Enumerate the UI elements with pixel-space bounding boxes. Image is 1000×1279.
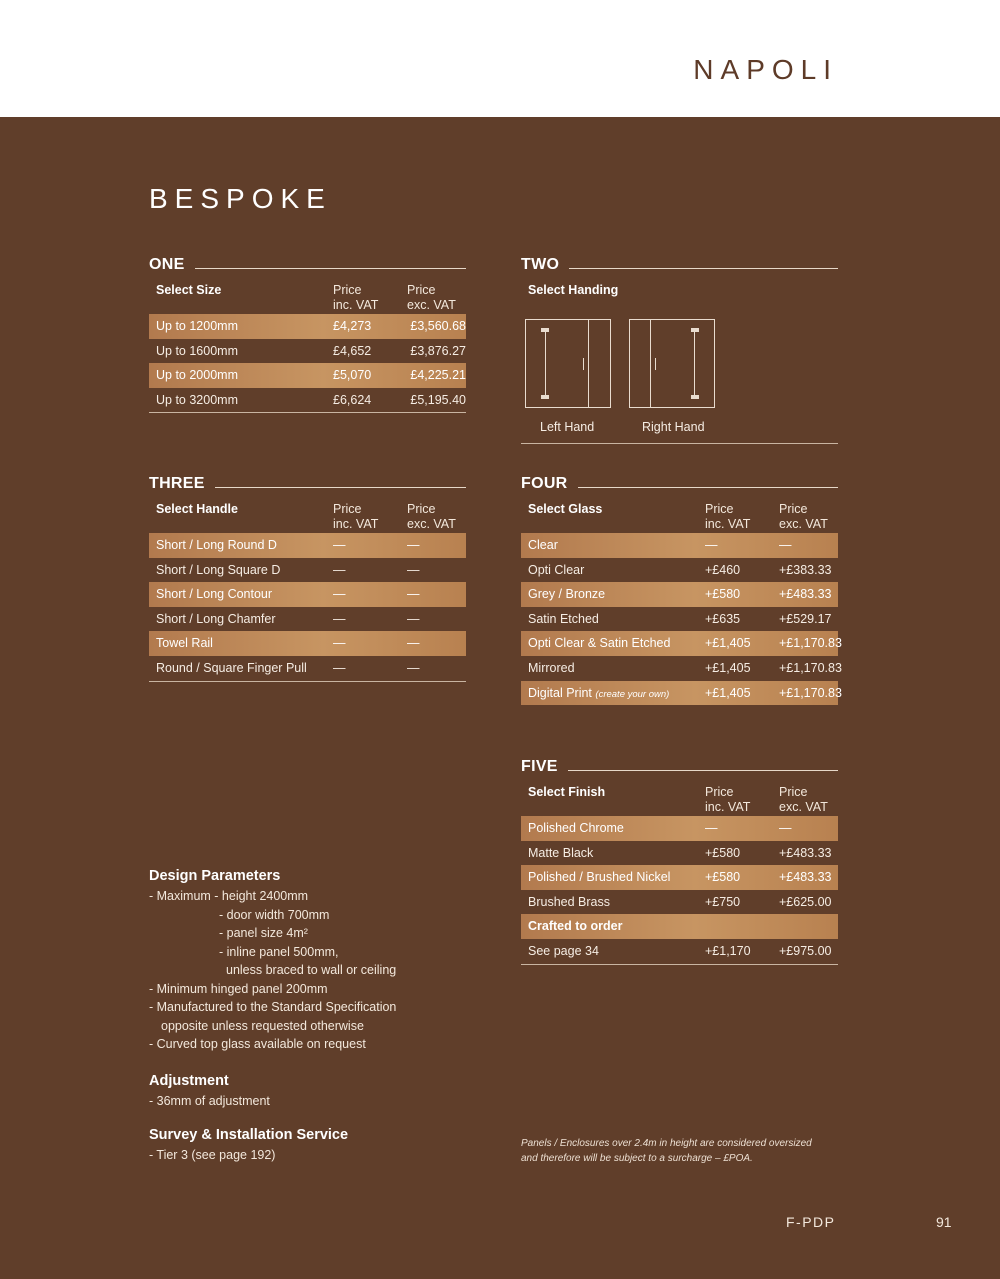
price-exc: — [407, 562, 420, 577]
param-line: - panel size 4m² [219, 926, 308, 940]
col-vat-label: exc. VAT [779, 517, 828, 531]
table-row[interactable] [149, 656, 466, 681]
section-heading [149, 473, 466, 493]
price-exc: — [407, 636, 420, 651]
table-row[interactable] [521, 890, 838, 915]
adjustment-title: Adjustment [149, 1073, 229, 1089]
price-inc: +£580 [705, 870, 741, 885]
adjustment [149, 1073, 270, 1111]
table-end-rule [521, 964, 838, 965]
table-row[interactable] [521, 582, 838, 607]
handle-icon [583, 358, 584, 370]
param-line: - Manufactured to the Standard Specification [149, 1000, 397, 1014]
row-label: Up to 2000mm [156, 368, 238, 383]
row-label: Mirrored [528, 660, 575, 675]
right-hand-door-icon[interactable] [629, 319, 715, 408]
table-row[interactable] [149, 533, 466, 558]
bespoke-panel [0, 117, 1000, 1279]
door-divider [588, 320, 589, 407]
table-row[interactable] [149, 363, 466, 388]
row-label: Crafted to order [528, 919, 623, 934]
param-line: - Minimum hinged panel 200mm [149, 981, 328, 996]
col-price-label: Price [705, 785, 734, 799]
param-line: - Curved top glass available on request [149, 1037, 366, 1051]
page-title: BESPOKE [149, 183, 332, 214]
design-parameters-title: Design Parameters [149, 868, 281, 884]
price-inc: +£750 [705, 894, 741, 909]
price-inc: — [333, 611, 346, 626]
table-row[interactable] [149, 388, 466, 413]
param-line: unless braced to wall or ceiling [226, 963, 397, 977]
note-line: and therefore will be subject to a surcharge – £POA. [521, 1153, 753, 1164]
column-headers [149, 493, 466, 533]
price-exc: +£625.00 [779, 894, 832, 909]
section-heading [521, 473, 838, 493]
page-header [0, 0, 1000, 117]
survey-installation [149, 1127, 348, 1165]
price-inc: — [333, 538, 346, 552]
hinge-icon [541, 395, 549, 399]
row-label: Round / Square Finger Pull [156, 660, 307, 675]
product-code: F-PDP [786, 1214, 836, 1230]
col-vat-label: inc. VAT [333, 517, 379, 531]
table-row[interactable] [149, 631, 466, 656]
right-hand-label: Right Hand [642, 420, 705, 434]
table-end-rule [149, 681, 466, 682]
oversize-note [521, 1136, 812, 1166]
price-exc: +£1,170.83 [779, 685, 842, 700]
col-vat-label: exc. VAT [407, 517, 456, 531]
section-name: FOUR [521, 475, 578, 493]
price-inc: — [333, 660, 346, 675]
section-one [149, 254, 466, 413]
col-vat-label: inc. VAT [705, 800, 751, 814]
row-label: Opti Clear [528, 562, 585, 577]
table-row[interactable] [149, 607, 466, 632]
row-label: Up to 3200mm [156, 392, 238, 407]
adjustment-line: - 36mm of adjustment [149, 1094, 270, 1108]
price-inc: +£1,405 [705, 660, 751, 675]
param-line: opposite unless requested otherwise [161, 1018, 364, 1033]
survey-title: Survey & Installation Service [149, 1127, 349, 1143]
row-label: Matte Black [528, 845, 594, 860]
price-exc: — [779, 538, 792, 552]
column-headers [521, 493, 838, 533]
price-inc: +£460 [705, 562, 741, 577]
price-exc: +£483.33 [779, 870, 832, 885]
price-exc: +£483.33 [779, 587, 832, 602]
col-price-label: Price [333, 502, 362, 516]
brand-title: NAPOLI [693, 54, 838, 85]
table-row[interactable] [149, 314, 466, 339]
column-exc-vat [407, 502, 467, 532]
section-name: TWO [521, 256, 569, 274]
heading-rule [521, 770, 838, 771]
table-row[interactable] [521, 656, 842, 681]
table-row[interactable] [521, 631, 842, 656]
price-inc: — [705, 821, 718, 835]
table-row[interactable] [521, 681, 842, 706]
row-label: Short / Long Square D [156, 562, 281, 577]
column-headers [521, 776, 838, 816]
column-inc-vat [333, 283, 393, 313]
col-vat-label: exc. VAT [407, 298, 456, 312]
row-label: See page 34 [528, 943, 599, 958]
col-vat-label: inc. VAT [333, 298, 379, 312]
price-exc: — [407, 538, 420, 552]
section-name: FIVE [521, 758, 568, 776]
left-hand-label: Left Hand [540, 420, 595, 434]
price-exc: +£383.33 [779, 562, 832, 577]
price-inc: — [333, 587, 346, 602]
row-label: Brushed Brass [528, 894, 610, 909]
col-price-label: Price [407, 502, 436, 516]
table-row[interactable] [521, 816, 838, 841]
design-parameters [149, 868, 396, 1054]
handing-options [521, 274, 838, 434]
col-vat-label: inc. VAT [705, 517, 751, 531]
note-line: Panels / Enclosures over 2.4m in height are considered oversized [521, 1138, 812, 1149]
price-exc: — [407, 611, 420, 626]
section-heading [521, 756, 838, 776]
price-exc: +£975.00 [779, 943, 832, 958]
section-five [521, 756, 838, 965]
price-inc: +£580 [705, 845, 741, 860]
column-select: Select Finish [528, 785, 606, 799]
price-inc: — [333, 636, 346, 651]
row-label: Polished / Brushed Nickel [528, 870, 671, 885]
price-inc: — [333, 562, 346, 577]
price-inc: +£580 [705, 587, 741, 602]
param-line: - Maximum - height 2400mm [149, 889, 309, 903]
section-heading [521, 254, 838, 274]
section-name: THREE [149, 475, 215, 493]
table-row[interactable] [149, 582, 466, 607]
column-inc-vat [705, 502, 765, 532]
price-inc: £5,070 [333, 368, 372, 383]
section-three [149, 473, 466, 682]
door-divider [650, 320, 651, 407]
price-exc: £3,876.27 [410, 343, 466, 358]
price-exc: £5,195.40 [410, 392, 466, 407]
col-price-label: Price [779, 785, 808, 799]
row-label: Short / Long Chamfer [156, 611, 276, 626]
table-row[interactable] [521, 607, 838, 632]
col-price-label: Price [333, 283, 362, 297]
column-exc-vat [779, 502, 839, 532]
price-exc: £4,225.21 [410, 368, 466, 383]
section-end-rule [521, 443, 838, 444]
price-exc: — [779, 821, 792, 835]
section-four [521, 473, 842, 705]
section-heading [149, 254, 466, 274]
column-exc-vat [407, 283, 467, 313]
table-row[interactable] [149, 558, 466, 583]
column-select: Select Size [156, 283, 222, 297]
table-end-rule [149, 412, 466, 413]
price-inc: — [705, 538, 718, 552]
table-row[interactable] [521, 841, 838, 866]
section-two [521, 254, 838, 444]
price-exc: +£1,170.83 [779, 660, 842, 675]
price-inc: +£1,405 [705, 685, 751, 700]
row-label: Short / Long Contour [156, 587, 273, 602]
hinge-icon [691, 328, 699, 332]
heading-rule [149, 268, 466, 269]
door-edge [545, 328, 546, 395]
row-label: Opti Clear & Satin Etched [528, 636, 671, 651]
handle-icon [655, 358, 656, 370]
price-exc: +£1,170.83 [779, 636, 842, 651]
price-inc: +£1,405 [705, 636, 751, 651]
price-exc: +£483.33 [779, 845, 832, 860]
table-row[interactable] [521, 533, 838, 558]
select-handing-label: Select Handing [528, 283, 619, 297]
row-label [528, 686, 669, 700]
column-exc-vat [779, 785, 839, 815]
left-hand-door-icon[interactable] [525, 319, 611, 408]
price-exc: — [407, 660, 420, 675]
price-inc: +£1,170 [705, 943, 751, 958]
price-inc: £4,652 [333, 343, 372, 358]
column-select: Select Handle [156, 502, 238, 516]
col-vat-label: exc. VAT [779, 800, 828, 814]
table-row[interactable] [521, 939, 838, 964]
row-label: Grey / Bronze [528, 587, 606, 602]
price-exc: — [407, 587, 420, 602]
row-note: (create your own) [595, 688, 670, 700]
table-row[interactable] [149, 339, 466, 364]
price-inc: +£635 [705, 611, 741, 626]
column-headers [149, 274, 466, 314]
row-label: Satin Etched [528, 611, 599, 626]
param-line: - door width 700mm [219, 907, 330, 922]
table-row[interactable] [521, 558, 838, 583]
section-name: ONE [149, 256, 195, 274]
col-price-label: Price [407, 283, 436, 297]
price-inc: £6,624 [333, 392, 372, 407]
row-label-text: Digital Print [528, 685, 592, 700]
survey-line: - Tier 3 (see page 192) [149, 1148, 276, 1162]
row-label: Up to 1600mm [156, 343, 238, 358]
row-label: Short / Long Round D [156, 538, 277, 552]
col-price-label: Price [779, 502, 808, 516]
price-exc: £3,560.68 [410, 319, 466, 333]
price-exc: +£529.17 [779, 611, 832, 626]
page-number: 91 [936, 1214, 952, 1230]
column-inc-vat [333, 502, 393, 532]
table-row[interactable] [521, 865, 838, 890]
row-label: Up to 1200mm [156, 319, 238, 333]
table-row[interactable] [521, 914, 838, 939]
column-select: Select Glass [528, 502, 603, 516]
door-edge [694, 328, 695, 395]
row-label: Clear [528, 538, 558, 552]
price-inc: £4,273 [333, 319, 372, 333]
row-label: Towel Rail [156, 636, 213, 651]
hinge-icon [691, 395, 699, 399]
row-label: Polished Chrome [528, 821, 624, 835]
col-price-label: Price [705, 502, 734, 516]
column-inc-vat [705, 785, 765, 815]
param-line: - inline panel 500mm, [219, 944, 339, 959]
